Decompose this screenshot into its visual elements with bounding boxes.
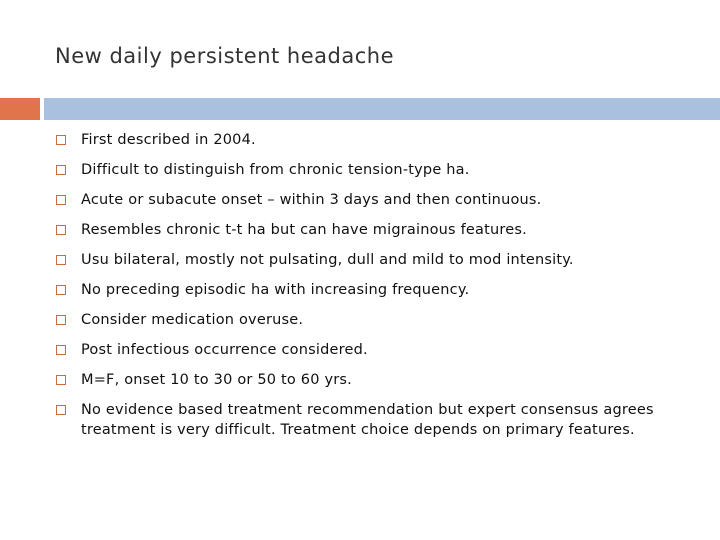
bullet-text: Consider medication overuse. <box>81 312 304 328</box>
bullet-text: Acute or subacute onset – within 3 days and then continuous. <box>81 192 542 208</box>
title-divider-bar <box>0 98 720 120</box>
square-outline-bullet-icon <box>56 135 66 145</box>
bullet-text: First described in 2004. <box>81 132 256 148</box>
bullet-text: Usu bilateral, mostly not pulsating, dull and mild to mod intensity. <box>81 252 574 268</box>
bullet-item <box>55 340 695 360</box>
square-outline-bullet-icon <box>56 315 66 325</box>
bullet-item <box>55 220 695 240</box>
title-accent-block <box>0 98 40 120</box>
bullet-item <box>55 130 695 150</box>
square-outline-bullet-icon <box>56 405 66 415</box>
square-outline-bullet-icon <box>56 345 66 355</box>
square-outline-bullet-icon <box>56 375 66 385</box>
square-outline-bullet-icon <box>56 165 66 175</box>
bullet-text: No preceding episodic ha with increasing frequency. <box>81 282 470 298</box>
bullet-item <box>55 400 695 440</box>
title-band <box>44 98 720 120</box>
bullet-text: Post infectious occurrence considered. <box>81 342 368 358</box>
slide-title: New daily persistent headache <box>55 44 394 68</box>
bullet-text: Resembles chronic t-t ha but can have migrainous features. <box>81 222 527 238</box>
square-outline-bullet-icon <box>56 225 66 235</box>
bullet-item <box>55 370 695 390</box>
square-outline-bullet-icon <box>56 195 66 205</box>
bullet-item <box>55 280 695 300</box>
bullet-text: Difficult to distinguish from chronic tension-type ha. <box>81 162 470 178</box>
bullet-item <box>55 160 695 180</box>
square-outline-bullet-icon <box>56 255 66 265</box>
bullet-item <box>55 250 695 270</box>
bullet-list <box>55 130 695 450</box>
bullet-text: No evidence based treatment recommendation but expert consensus agrees treatment is very difficult. Treatment choice depends on primary features. <box>81 402 654 438</box>
bullet-item <box>55 190 695 210</box>
bullet-text: M=F, onset 10 to 30 or 50 to 60 yrs. <box>81 372 352 388</box>
square-outline-bullet-icon <box>56 285 66 295</box>
bullet-item <box>55 310 695 330</box>
